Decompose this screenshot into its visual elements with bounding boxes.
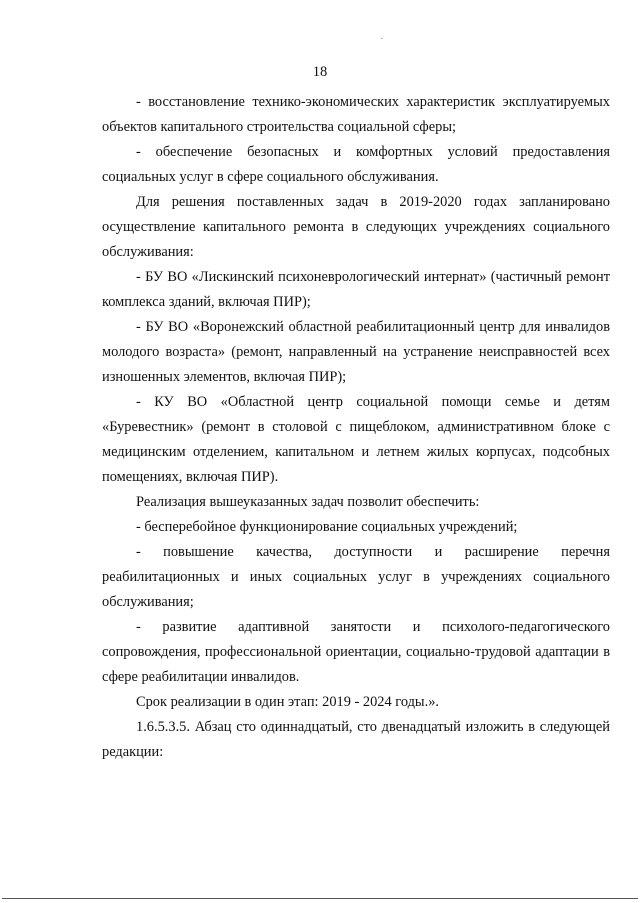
paragraph-amendment-clause: 1.6.5.3.5. Абзац сто одиннадцатый, сто двенадцатый изложить в следующей редакции: bbox=[102, 719, 610, 760]
scan-speck bbox=[381, 38, 383, 39]
paragraph-burevestnik-center: - КУ ВО «Областной центр социальной помощи семье и детям «Буревестник» (ремонт в столовой с пищеблоком, административном блоке с медицинским отделением, капитальном и летнем жилых корпусах, подсобных помещениях, включая ПИР). bbox=[102, 394, 610, 485]
paragraph-tasks-intro: Для решения поставленных задач в 2019-2020 годах запланировано осуществление капитального ремонта в следующих учреждениях социального обслуживания: bbox=[102, 194, 610, 260]
paragraph-adaptive-employment: - развитие адаптивной занятости и психолого-педагогического сопровождения, профессиональной ориентации, социально-трудовой адаптации в сфере реабилитации инвалидов. bbox=[102, 619, 610, 685]
paragraph-quality-improvement: - повышение качества, доступности и расширение перечня реабилитационных и иных социальных услуг в учреждениях социального обслуживания; bbox=[102, 544, 610, 610]
bottom-scan-edge bbox=[2, 898, 638, 899]
paragraph-safe-conditions: - обеспечение безопасных и комфортных условий предоставления социальных услуг в сфере социального обслуживания. bbox=[102, 144, 610, 185]
paragraph-restoration: - восстановление технико-экономических характеристик эксплуатируемых объектов капитального строительства социальной сферы; bbox=[102, 94, 610, 135]
page-number: 18 bbox=[312, 64, 328, 80]
paragraph-implementation-period: Срок реализации в один этап: 2019 - 2024 годы.». bbox=[136, 694, 439, 710]
document-body bbox=[102, 90, 610, 765]
paragraph-uninterrupted-operation: - бесперебойное функционирование социальных учреждений; bbox=[136, 519, 518, 535]
paragraph-implementation-intro: Реализация вышеуказанных задач позволит обеспечить: bbox=[136, 494, 480, 510]
paragraph-voronezh-rehab-center: - БУ ВО «Воронежский областной реабилитационный центр для инвалидов молодого возраста» (ремонт, направленный на устранение неисправностей всех изношенных элементов, включая ПИР); bbox=[102, 319, 610, 385]
paragraph-liski-internat: - БУ ВО «Лискинский психоневрологический интернат» (частичный ремонт комплекса зданий, включая ПИР); bbox=[102, 269, 610, 310]
